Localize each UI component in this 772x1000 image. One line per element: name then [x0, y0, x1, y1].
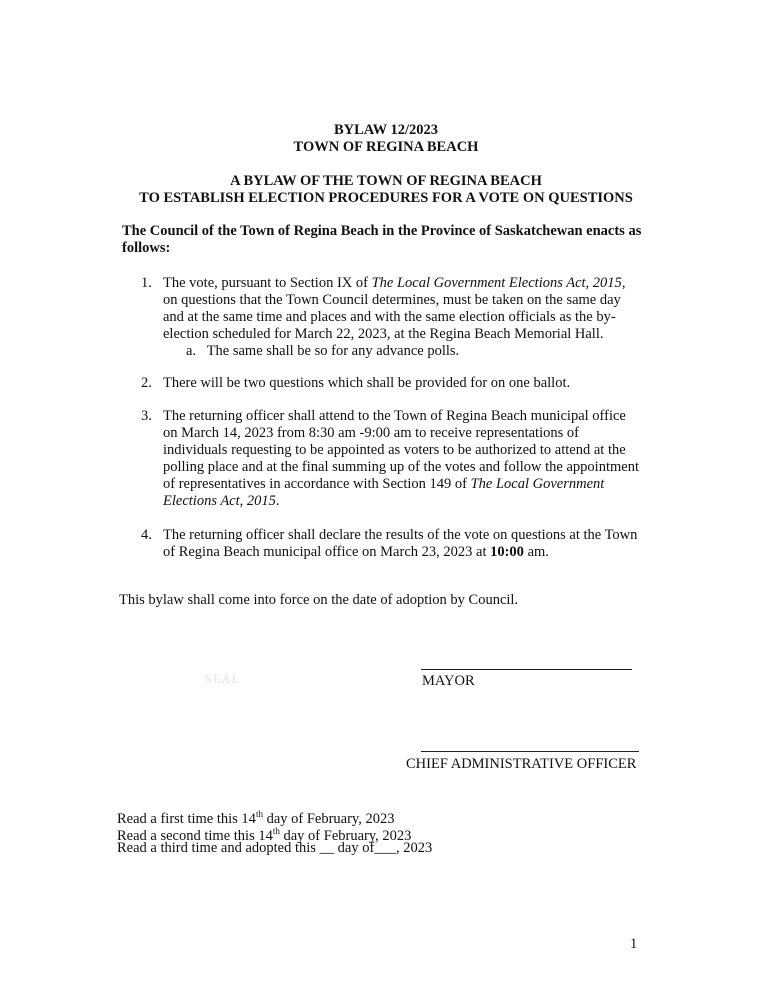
bylaw-number: BYLAW 12/2023	[333, 122, 439, 138]
clause-text-part: of representatives in accordance with Section 149 of	[163, 476, 471, 492]
clause-text: There will be two questions which shall be provided for on one ballot.	[163, 375, 571, 391]
clause-text-part: am.	[523, 544, 549, 560]
act-title: The Local Government Elections Act, 2015	[371, 275, 622, 291]
reading-text: Read a first time this 14	[117, 810, 256, 827]
clause-text-part: of Regina Beach municipal office on March 23, 2023 at	[163, 544, 491, 560]
clause-text-line: election scheduled for March 22, 2023, at the Regina Beach Memorial Hall.	[163, 326, 604, 342]
reading-text: day of February, 2023	[279, 827, 412, 844]
clause-text-line: on March 14, 2023 from 8:30 am -9:00 am to receive representations of	[163, 425, 579, 441]
preamble-line1: The Council of the Town of Regina Beach in the Province of Saskatchewan enacts as	[122, 223, 642, 239]
clause-number: 1.	[141, 275, 152, 291]
clause-text	[163, 408, 663, 510]
reading-text: Read a second time this 14	[117, 827, 273, 844]
force-statement: This bylaw shall come into force on the date of adoption by Council.	[119, 592, 519, 608]
seal-placeholder: SEAL	[205, 672, 241, 686]
clause-text-line: individuals requesting to be appointed as voters to be authorized to attend at the	[163, 442, 626, 458]
clause-text-line: polling place and at the final summing up of the votes and follow the appointment	[163, 459, 639, 475]
subclause-number: a.	[186, 343, 197, 359]
ordinal-suffix: th	[272, 826, 280, 836]
preamble-line2: follows:	[122, 240, 171, 256]
time-value: 10:00	[490, 544, 524, 560]
clause-text-line: The returning officer shall attend to the Town of Regina Beach municipal office	[163, 408, 626, 424]
clause-text-line: The returning officer shall declare the results of the vote on questions at the Town	[163, 527, 638, 543]
clause-number: 2.	[141, 375, 152, 391]
mayor-signature-line	[421, 669, 632, 670]
page-number: 1	[630, 936, 638, 952]
clause-text-part: ,	[621, 275, 626, 291]
cao-label: CHIEF ADMINISTRATIVE OFFICER	[406, 756, 637, 772]
mayor-label: MAYOR	[422, 673, 475, 689]
clause-text	[163, 527, 663, 561]
clause-number: 4.	[141, 527, 152, 543]
act-title: The Local Government	[470, 476, 605, 492]
bylaw-title-line2: TO ESTABLISH ELECTION PROCEDURES FOR A VOTE ON QUESTIONS	[139, 190, 633, 206]
third-reading: Read a third time and adopted this __ day of___, 2023	[117, 840, 433, 856]
subclause-1a	[186, 343, 459, 360]
clause-text	[163, 275, 663, 343]
clause-text-line: on questions that the Town Council determines, must be taken on the same day	[163, 292, 621, 308]
ordinal-suffix: th	[255, 809, 263, 819]
act-title: Elections Act, 2015	[163, 493, 276, 509]
bylaw-title-line1: A BYLAW OF THE TOWN OF REGINA BEACH	[230, 173, 542, 189]
town-name: TOWN OF REGINA BEACH	[293, 139, 479, 155]
clause-number: 3.	[141, 408, 152, 424]
reading-text: day of February, 2023	[262, 810, 395, 827]
clause-text-line: and at the same time and places and with the same election officials as the by-	[163, 309, 616, 325]
subclause-text: The same shall be so for any advance polls.	[206, 343, 460, 359]
clause-text-part: The vote, pursuant to Section IX of	[163, 275, 372, 291]
cao-signature-line	[421, 751, 639, 752]
clause-text-part: .	[275, 493, 280, 509]
